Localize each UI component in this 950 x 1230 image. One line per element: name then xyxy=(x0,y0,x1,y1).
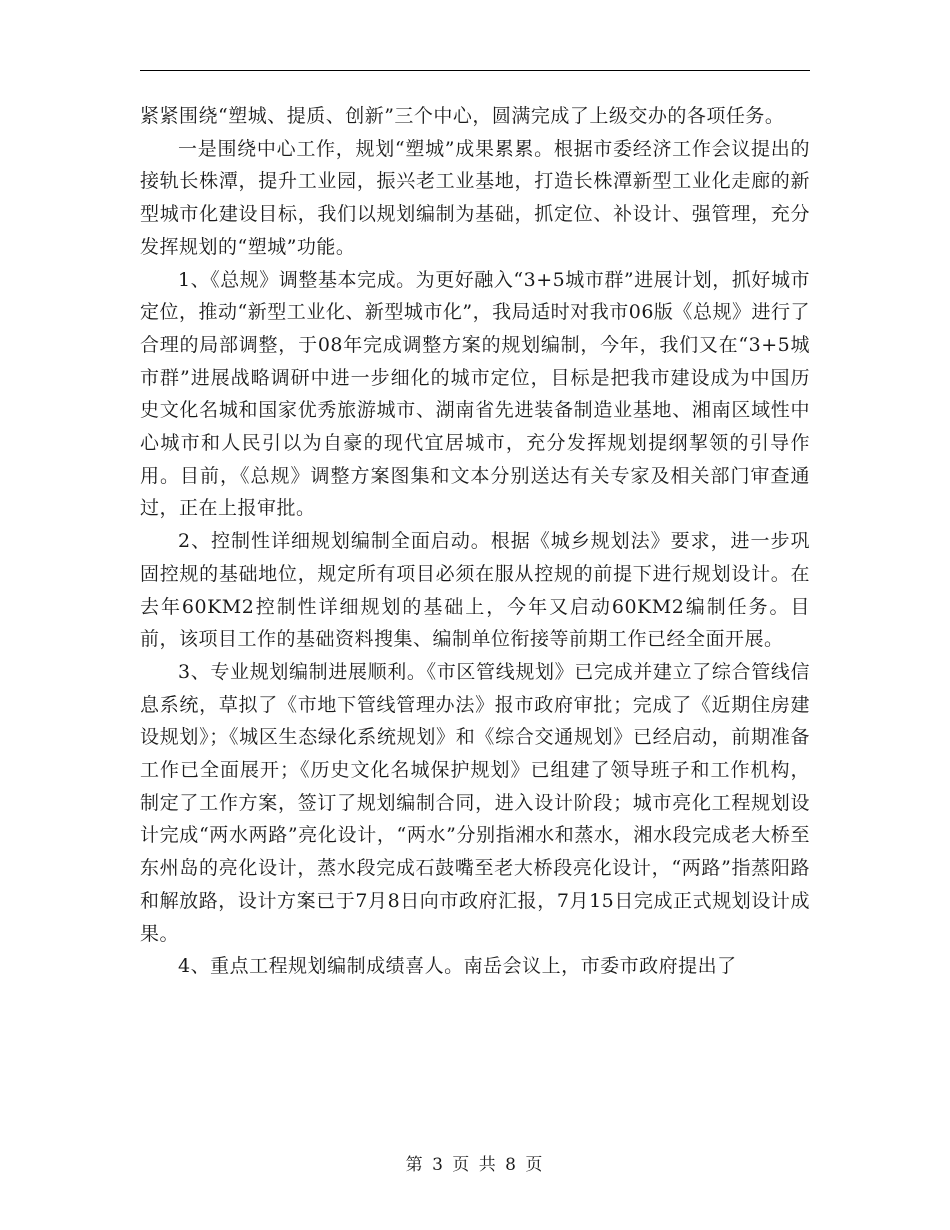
document-body xyxy=(140,100,810,983)
paragraph-item-2: 2、控制性详细规划编制全面启动。根据《城乡规划法》要求，进一步巩固控规的基础地位，规定所有项目必须在服从控规的前提下进行规划设计。在去年60KM2控制性详细规划的基础上，今年又启动60KM2编制任务。目前，该项目工作的基础资料搜集、编制单位衔接等前期工作已经全面开展。 xyxy=(140,530,810,651)
page-footer xyxy=(0,1153,950,1177)
paragraph-overview: 一是围绕中心工作，规划“塑城”成果累累。根据市委经济工作会议提出的接轨长株潭，提升工业园，振兴老工业基地，打造长株潭新型工业化走廊的新型城市化建设目标，我们以规划编制为基础，抓定位、补设计、强管理，充分发挥规划的“塑城”功能。 xyxy=(140,137,810,258)
paragraph-continuation: 紧紧围绕“塑城、提质、创新”三个中心，圆满完成了上级交办的各项任务。 xyxy=(140,105,785,127)
page-number: 第 3 页 共 8 页 xyxy=(405,1155,545,1175)
paragraph-item-1: 1、《总规》调整基本完成。为更好融入“3+5城市群”进展计划，抓好城市定位，推动“新型工业化、新型城市化”，我局适时对我市06版《总规》进行了合理的局部调整，于08年完成调整方案的规划编制，今年，我们又在“3+5城市群”进展战略调研中进一步细化的城市定位，目标是把我市建设成为中国历史文化名城和国家优秀旅游城市、湖南省先进装备制造业基地、湘南区域性中心城市和人民引以为自豪的现代宜居城市，充分发挥规划提纲挈领的引导作用。目前，《总规》调整方案图集和文本分别送达有关专家及相关部门审查通过，正在上报审批。 xyxy=(140,268,810,520)
paragraph-item-3: 3、专业规划编制进展顺利。《市区管线规划》已完成并建立了综合管线信息系统，草拟了《市地下管线管理办法》报市政府审批；完成了《近期住房建设规划》；《城区生态绿化系统规划》和《综合交通规划》已经启动，前期准备工作已全面展开；《历史文化名城保护规划》已组建了领导班子和工作机构，制定了工作方案，签订了规划编制合同，进入设计阶段；城市亮化工程规划设计完成“两水两路”亮化设计，“两水”分别指湘水和蒸水，湘水段完成老大桥至东州岛的亮化设计，蒸水段完成石鼓嘴至老大桥段亮化设计，“两路”指蒸阳路和解放路，设计方案已于7月8日向市政府汇报，7月15日完成正式规划设计成果。 xyxy=(140,660,810,945)
paragraph-item-4: 4、重点工程规划编制成绩喜人。南岳会议上，市委市政府提出了 xyxy=(178,955,737,978)
header-rule xyxy=(140,70,810,71)
